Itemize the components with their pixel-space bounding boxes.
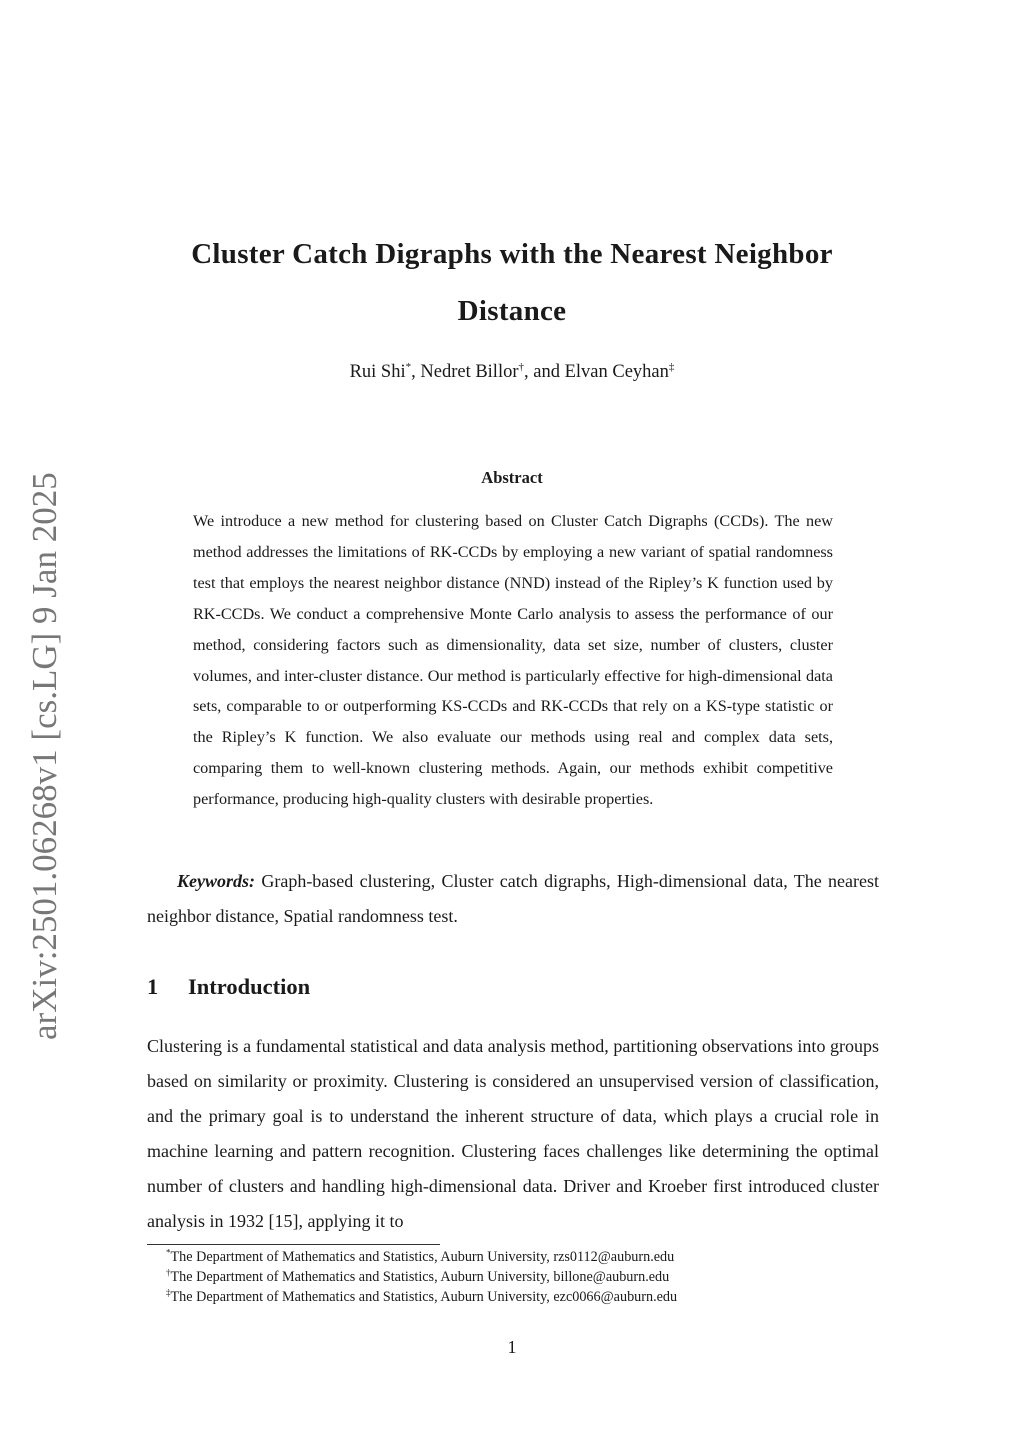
- introduction-paragraph: Clustering is a fundamental statistical and data analysis method, partitioning observations into groups based on similarity or proximity. Clustering is considered an unsupervised version of classification, and the primary goal is to understand the inherent structure of data, which plays a crucial role in machine learning and pattern recognition. Clustering faces challenges like determining the optimal number of clusters and handling high-dimensional data. Driver and Kroeber first introduced cluster analysis in 1932 [15], applying it to: [147, 1036, 879, 1231]
- author-name: Elvan Ceyhan: [564, 362, 669, 382]
- paper-title: Cluster Catch Digraphs with the Nearest Neighbor Distance: [191, 238, 833, 327]
- footnote-mark: *: [166, 1247, 171, 1258]
- footnote-marker[interactable]: †: [518, 360, 525, 373]
- footnote-text: The Department of Mathematics and Statistics, Auburn University, ezc0066@auburn.edu: [170, 1288, 678, 1305]
- footnote-marker[interactable]: *: [405, 360, 412, 373]
- keywords-text: Graph-based clustering, Cluster catch digraphs, High-dimensional data, The nearest neighbor distance, Spatial randomness test.: [147, 871, 879, 926]
- keywords-paragraph: [147, 864, 879, 933]
- footnote: [166, 1248, 866, 1268]
- footnote: [166, 1288, 866, 1308]
- keywords-label: Keywords:: [177, 871, 255, 891]
- author-separator: , and: [524, 362, 565, 382]
- footnote-divider: [147, 1244, 440, 1245]
- footnote: [166, 1268, 866, 1288]
- footnote-marker[interactable]: ‡: [668, 360, 675, 373]
- page-number: 1: [507, 1337, 517, 1357]
- footnote-mark: ‡: [166, 1286, 171, 1297]
- abstract-heading: Abstract: [481, 468, 543, 487]
- footnote-mark: †: [166, 1267, 171, 1278]
- author-name: Rui Shi: [349, 362, 406, 382]
- arxiv-identifier[interactable]: arXiv:2501.06268v1 [cs.LG] 9 Jan 2025: [25, 472, 64, 1040]
- footnotes: [166, 1248, 866, 1307]
- footnote-text: The Department of Mathematics and Statistics, Auburn University, billone@auburn.edu: [170, 1268, 670, 1285]
- section-title: Introduction: [188, 974, 311, 999]
- author-list: [150, 362, 874, 383]
- section-number: 1: [147, 974, 159, 999]
- footnote-text: The Department of Mathematics and Statistics, Auburn University, rzs0112@auburn.edu: [170, 1249, 675, 1265]
- author-separator: ,: [411, 362, 421, 382]
- abstract-text: We introduce a new method for clustering based on Cluster Catch Digraphs (CCDs). The new method addresses the limitations of RK-CCDs by employing a new variant of spatial randomness test that employs the nearest neighbor distance (NND) instead of the Ripley’s K function used by RK-CCDs. We conduct a comprehensive Monte Carlo analysis to assess the performance of our method, considering factors such as dimensionality, data set size, number of clusters, cluster volumes, and inter-cluster distance. Our method is particularly effective for high-dimensional data sets, comparable to or outperforming KS-CCDs and RK-CCDs that rely on a KS-type statistic or the Ripley’s K function. We also evaluate our methods using real and complex data sets, comparing them to well-known clustering methods. Again, our methods exhibit competitive performance, producing high-quality clusters with desirable properties.: [193, 512, 833, 809]
- author-name: Nedret Billor: [420, 362, 519, 382]
- section-heading: [147, 974, 310, 1000]
